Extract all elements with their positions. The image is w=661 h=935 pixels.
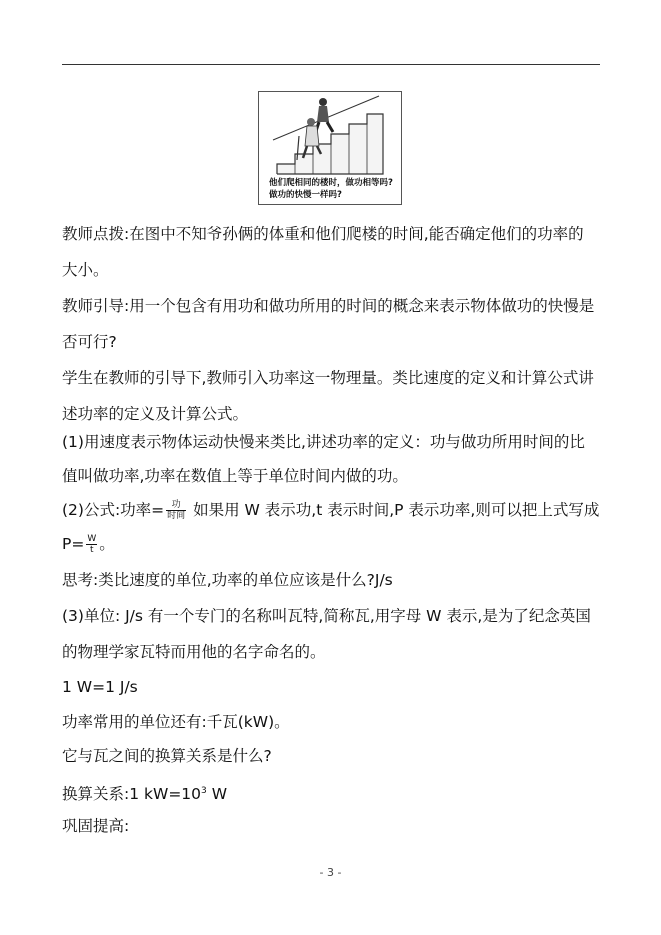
figure-caption-line1: 他们爬相同的楼时，做功相等吗? (269, 178, 393, 188)
paragraph-line: 否可行? (62, 333, 117, 351)
figure-caption-line2: 做功的快慢一样吗? (269, 190, 342, 200)
paragraph-line: 大小。 (62, 261, 109, 279)
formula-line (62, 500, 599, 521)
fraction-numerator: 功 (166, 500, 186, 511)
fraction-numerator: W (87, 534, 97, 544)
page-number: - 3 - (319, 866, 342, 879)
conversion-line (62, 781, 227, 804)
paragraph-line: 值叫做功率,功率在数值上等于单位时间内做的功。 (62, 467, 408, 485)
formula-prefix: P= (62, 535, 85, 553)
staircase-illustration (258, 91, 402, 205)
paragraph-line: 巩固提高: (62, 817, 130, 835)
paragraph-line: 1 W=1 J/s (62, 678, 138, 696)
paragraph-line: 教师点拨:在图中不知爷孙俩的体重和他们爬楼的时间,能否确定他们的功率的 (62, 225, 584, 243)
formula-suffix: 如果用 W 表示功,t 表示时间,P 表示功率,则可以把上式写成 (188, 501, 600, 519)
exponent: 3 (201, 786, 207, 796)
paragraph-line: (3)单位: J/s 有一个专门的名称叫瓦特,简称瓦,用字母 W 表示,是为了纪念英国 (62, 607, 591, 625)
paragraph-line: 学生在教师的引导下,教师引入功率这一物理量。类比速度的定义和计算公式讲 (62, 369, 594, 387)
conversion-suffix: W (206, 785, 228, 804)
fraction-w-over-t (86, 534, 97, 555)
paragraph-line: 述功率的定义及计算公式。 (62, 405, 249, 423)
paragraph-line: 它与瓦之间的换算关系是什么? (62, 747, 272, 765)
paragraph-line: (1)用速度表示物体运动快慢来类比,讲述功率的定义：功与做功所用时间的比 (62, 433, 585, 451)
paragraph-line: 功率常用的单位还有:千瓦(kW)。 (62, 713, 290, 731)
formula-line (62, 534, 115, 555)
fraction-denominator: 时间 (167, 511, 186, 521)
paragraph-line: 教师引导:用一个包含有用功和做功所用的时间的概念来表示物体做功的快慢是 (62, 297, 595, 315)
fraction-work-over-time (166, 500, 186, 521)
formula-prefix: (2)公式:功率= (62, 501, 165, 519)
formula-suffix: 。 (99, 535, 115, 553)
paragraph-line: 的物理学家瓦特而用他的名字命名的。 (62, 643, 326, 661)
header-rule (62, 64, 600, 65)
fraction-denominator: t (90, 545, 94, 555)
conversion-prefix: 换算关系:1 kW=10 (62, 785, 202, 804)
paragraph-line: 思考:类比速度的单位,功率的单位应该是什么?J/s (62, 571, 393, 589)
